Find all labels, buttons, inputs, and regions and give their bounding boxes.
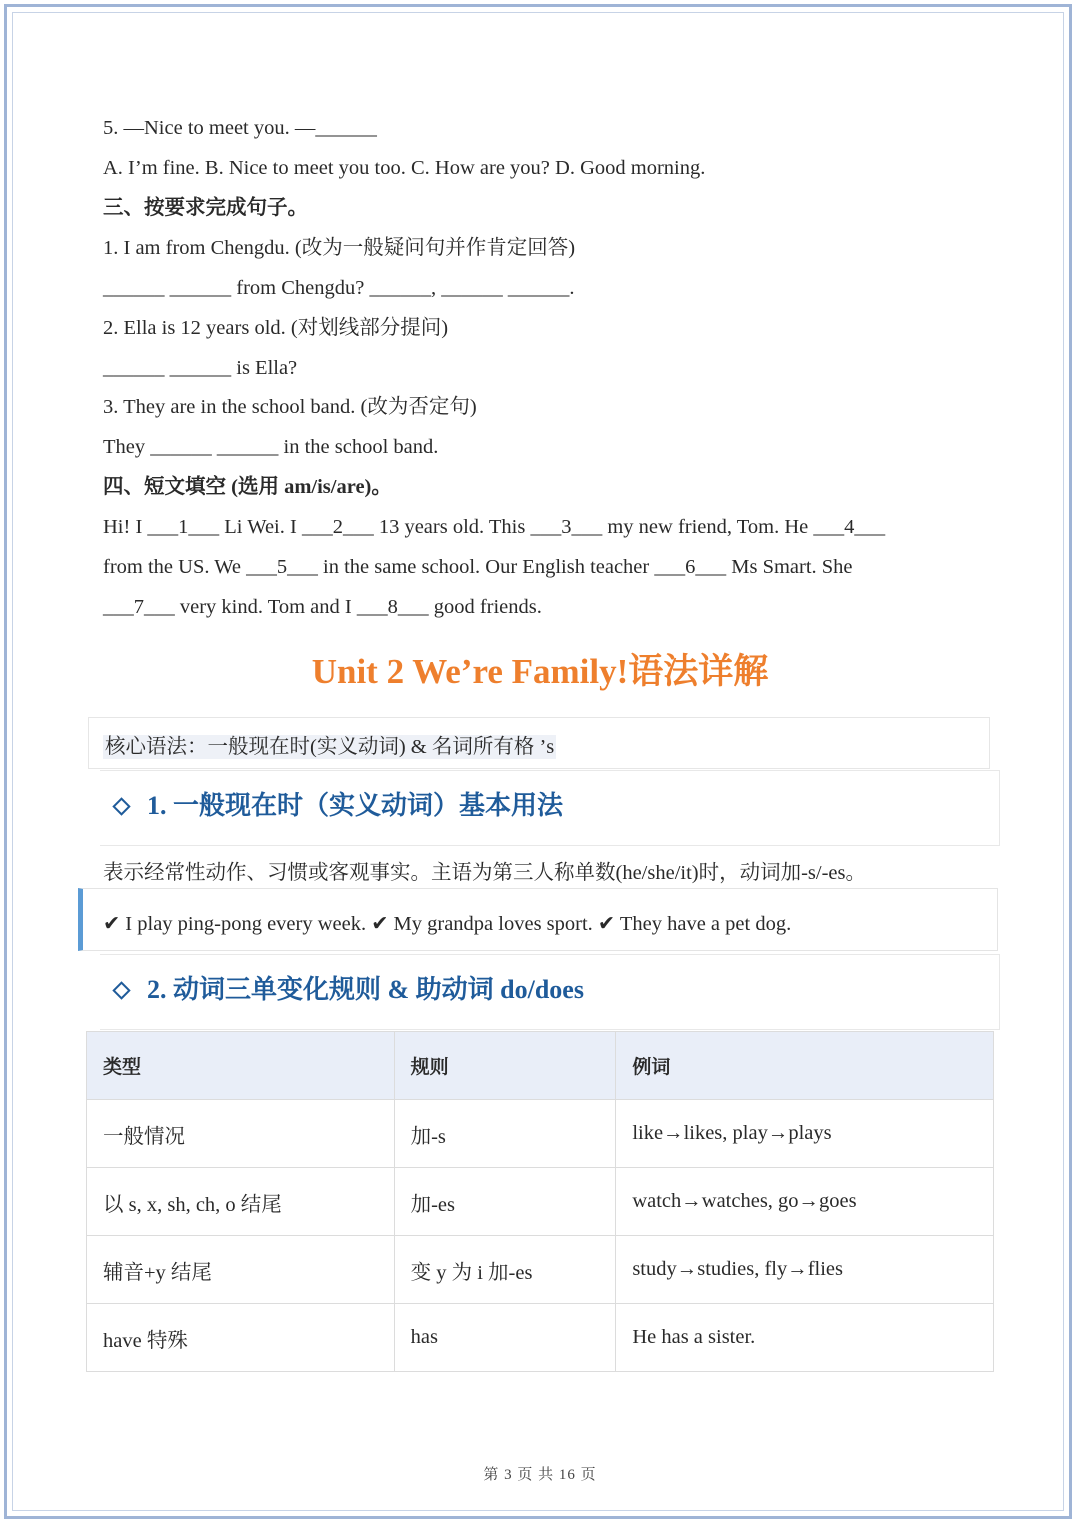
table-cell: like→likes, play→plays <box>616 1100 994 1168</box>
table-cell: 以 s, x, sh, ch, o 结尾 <box>87 1168 395 1236</box>
table-cell: 加-es <box>394 1168 616 1236</box>
section-4-heading: 四、短文填空 (选用 am/is/are)。 <box>103 476 392 498</box>
table-cell: watch→watches, go→goes <box>616 1168 994 1236</box>
table-header-cell: 规则 <box>394 1032 616 1100</box>
unit-title: Unit 2 We’re Family!语法详解 <box>311 652 769 691</box>
section-2-title: 2. 动词三单变化规则 & 助动词 do/does <box>147 975 584 1004</box>
table-cell: 加-s <box>394 1100 616 1168</box>
question-5-options: A. I’m fine. B. Nice to meet you too. C. How are you? D. Good morning. <box>103 157 706 179</box>
table-header-cell: 例词 <box>616 1032 994 1100</box>
table-cell: 辅音+y 结尾 <box>87 1236 395 1304</box>
cloze-line-2: from the US. We ___5___ in the same school. Our English teacher ___6___ Ms Smart. She <box>103 556 853 578</box>
verb-rules-table <box>86 1031 994 1372</box>
section-3-heading: 三、按要求完成句子。 <box>103 197 308 219</box>
table-row <box>87 1168 994 1236</box>
table-cell: has <box>394 1304 616 1372</box>
sentence-3: 3. They are in the school band. (改为否定句) <box>103 396 477 418</box>
sentence-3-blanks: They ______ ______ in the school band. <box>103 436 439 458</box>
table-row <box>87 1236 994 1304</box>
sentence-1: 1. I am from Chengdu. (改为一般疑问句并作肯定回答) <box>103 237 576 259</box>
table-header-cell: 类型 <box>87 1032 395 1100</box>
sentence-2: 2. Ella is 12 years old. (对划线部分提问) <box>103 317 449 339</box>
table-row <box>87 1100 994 1168</box>
section-1-title: 1. 一般现在时（实义动词）基本用法 <box>147 791 564 820</box>
table-header-row <box>87 1032 994 1100</box>
sentence-2-blanks: ______ ______ is Ella? <box>103 357 298 379</box>
table-cell: 变 y 为 i 加-es <box>394 1236 616 1304</box>
cloze-line-3: ___7___ very kind. Tom and I ___8___ good friends. <box>103 596 542 618</box>
cloze-line-1: Hi! I ___1___ Li Wei. I ___2___ 13 years old. This ___3___ my new friend, Tom. He ___4___ <box>103 516 886 538</box>
examples-text: ✔ I play ping-pong every week. ✔ My grandpa loves sport. ✔ They have a pet dog. <box>103 913 792 935</box>
table-cell: study→studies, fly→flies <box>616 1236 994 1304</box>
question-5: 5. —Nice to meet you. —______ <box>103 117 377 139</box>
core-grammar-label: 核心语法：一般现在时(实义动词) & 名词所有格 ’s <box>105 736 555 758</box>
page-number-footer: 第 3 页 共 16 页 <box>483 1467 597 1483</box>
table-cell: 一般情况 <box>87 1100 395 1168</box>
table-cell: have 特殊 <box>87 1304 395 1372</box>
sentence-1-blanks: ______ ______ from Chengdu? ______, ______ ______. <box>103 277 575 299</box>
section-1-description: 表示经常性动作、习惯或客观事实。主语为第三人称单数(he/she/it)时，动词加-s/-es。 <box>103 862 867 884</box>
table-row <box>87 1304 994 1372</box>
table-cell: He has a sister. <box>616 1304 994 1372</box>
